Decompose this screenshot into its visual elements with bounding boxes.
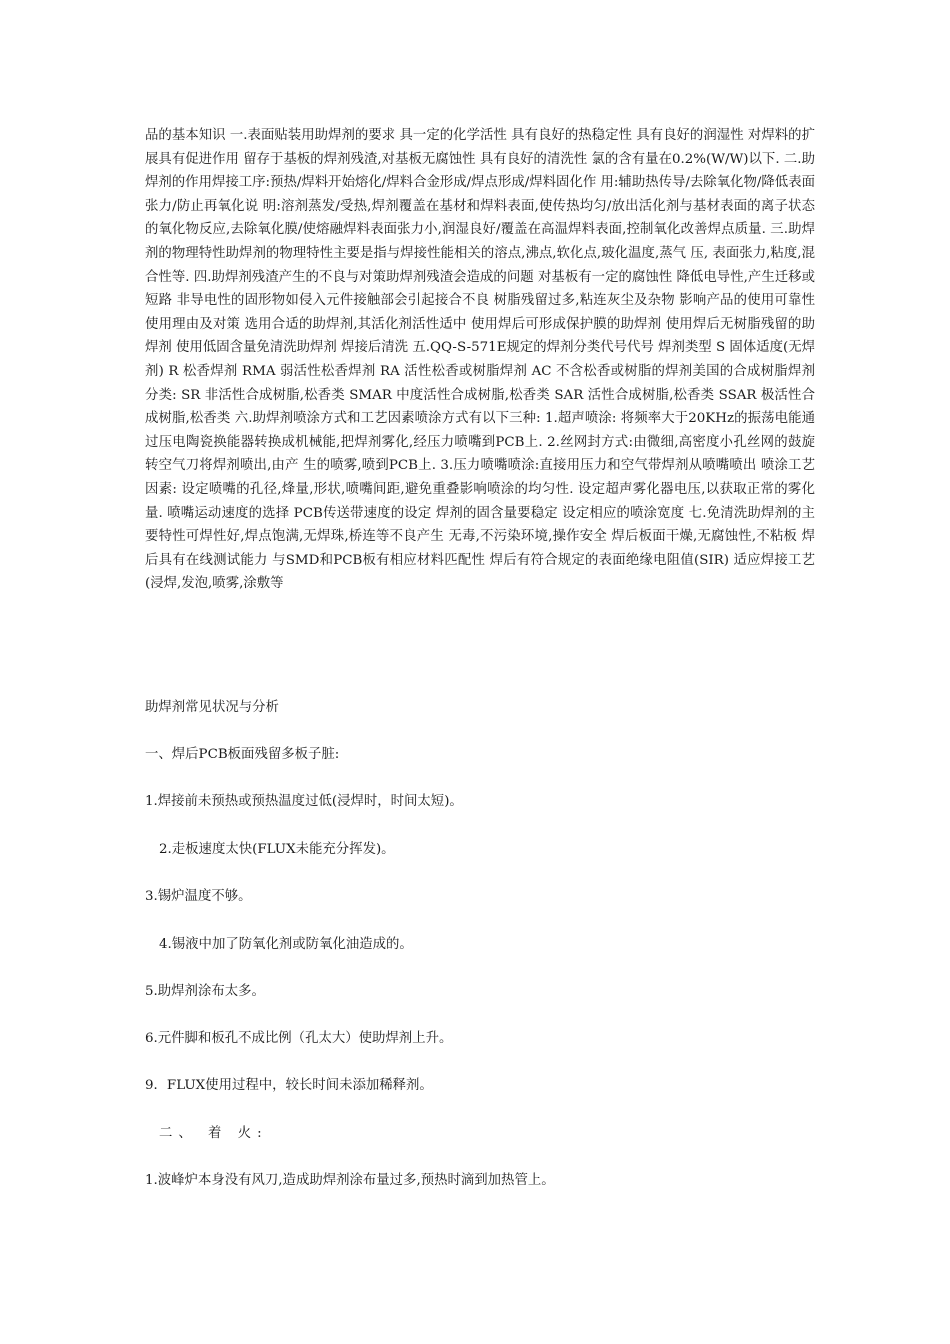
list-item: 3.锡炉温度不够。: [145, 889, 252, 904]
list-item: 1.焊接前未预热或预热温度过低(浸焊时，时间太短)。: [145, 794, 463, 809]
list-item: 2.走板速度太快(FLUX未能充分挥发)。: [159, 842, 395, 857]
section2-title: 二、 着 火:: [159, 1126, 268, 1141]
list-item: 9．FLUX使用过程中，较长时间未添加稀释剂。: [145, 1078, 433, 1093]
list-item: 4.锡液中加了防氧化剂或防氧化油造成的。: [159, 937, 413, 952]
list-item: 6.元件脚和板孔不成比例（孔太大）使助焊剂上升。: [145, 1031, 453, 1046]
section1-title: 一、焊后PCB板面残留多板子脏:: [145, 747, 340, 762]
list-item: 1.波峰炉本身没有风刀,造成助焊剂涂布量过多,预热时滴到加热管上。: [145, 1173, 555, 1188]
section-heading: 助焊剂常见状况与分析: [145, 700, 279, 715]
list-item: 5.助焊剂涂布太多。: [145, 984, 265, 999]
intro-paragraph: 品的基本知识 一.表面贴装用助焊剂的要求 具一定的化学活性 具有良好的热稳定性 具有良好的润湿性 对焊料的扩展具有促进作用 留存于基板的焊剂残渣,对基板无腐蚀性 具有良好的清洗性 氯的含有量在0.2%(W/W)以下. 二.助焊剂的作用焊接工序:预热/焊料开始熔化/焊料合金形成/焊点形成/焊料固化作 用:辅助热传导/去除氧化物/降低表面张力/防止再氧化说 明:溶剂蒸发/受热,焊剂覆盖在基材和焊料表面,使传热均匀/放出活化剂与基材表面的离子状态的氧化物反应,去除氧化膜/使熔融焊料表面张力小,润湿良好/覆盖在高温焊料表面,控制氧化改善焊点质量. 三.助焊剂的物理特性助焊剂的物理特性主要是指与焊接性能相关的溶点,沸点,软化点,玻化温度,蒸气 压, 表面张力,粘度,混合性等. 四.助焊剂残渣产生的不良与对策助焊剂残渣会造成的问题 对基板有一定的腐蚀性 降低电导性,产生迁移或短路 非导电性的固形物如侵入元件接触部会引起接合不良 树脂残留过多,粘连灰尘及杂物 影响产品的使用可靠性 使用理由及对策 选用合适的助焊剂,其活化剂活性适中 使用焊后可形成保护膜的助焊剂 使用焊后无树脂残留的助焊剂 使用低固含量免清洗助焊剂 焊接后清洗 五.QQ-S-571E规定的焊剂分类代号代号 焊剂类型 S 固体适度(无焊剂) R 松香焊剂 RMA 弱活性松香焊剂 RA 活性松香或树脂焊剂 AC 不含松香或树脂的焊剂美国的合成树脂焊剂分类: SR 非活性合成树脂,松香类 SMAR 中度活性合成树脂,松香类 SAR 活性合成树脂,松香类 SSAR 极活性合成树脂,松香类 六.助焊剂喷涂方式和工艺因素喷涂方式有以下三种: 1.超声喷涂: 将频率大于20KHz的振荡电能通过压电陶瓷换能器转换成机械能,把焊剂雾化,经压力喷嘴到PCB上. 2.丝网封方式:由微细,高密度小孔丝网的鼓旋转空气刀将焊剂喷出,由产 生的喷雾,喷到PCB上. 3.压力喷嘴喷涂:直接用压力和空气带焊剂从喷嘴喷出 喷涂工艺因素: 设定喷嘴的孔径,烽量,形状,喷嘴间距,避免重叠影响喷涂的均匀性. 设定超声雾化器电压,以获取正常的雾化量. 喷嘴运动速度的选择 PCB传送带速度的设定 焊剂的固含量要稳定 设定相应的喷涂宽度 七.免清洗助焊剂的主要特性可焊性好,焊点饱满,无焊珠,桥连等不良产生 无毒,不污染环境,操作安全 焊后板面干燥,无腐蚀性,不粘板 焊后具有在线测试能力 与SMD和PCB板有相应材料匹配性 焊后有符合规定的表面绝缘电阻值(SIR) 适应焊接工艺(浸焊,发泡,喷雾,涂敷等: [145, 128, 815, 592]
